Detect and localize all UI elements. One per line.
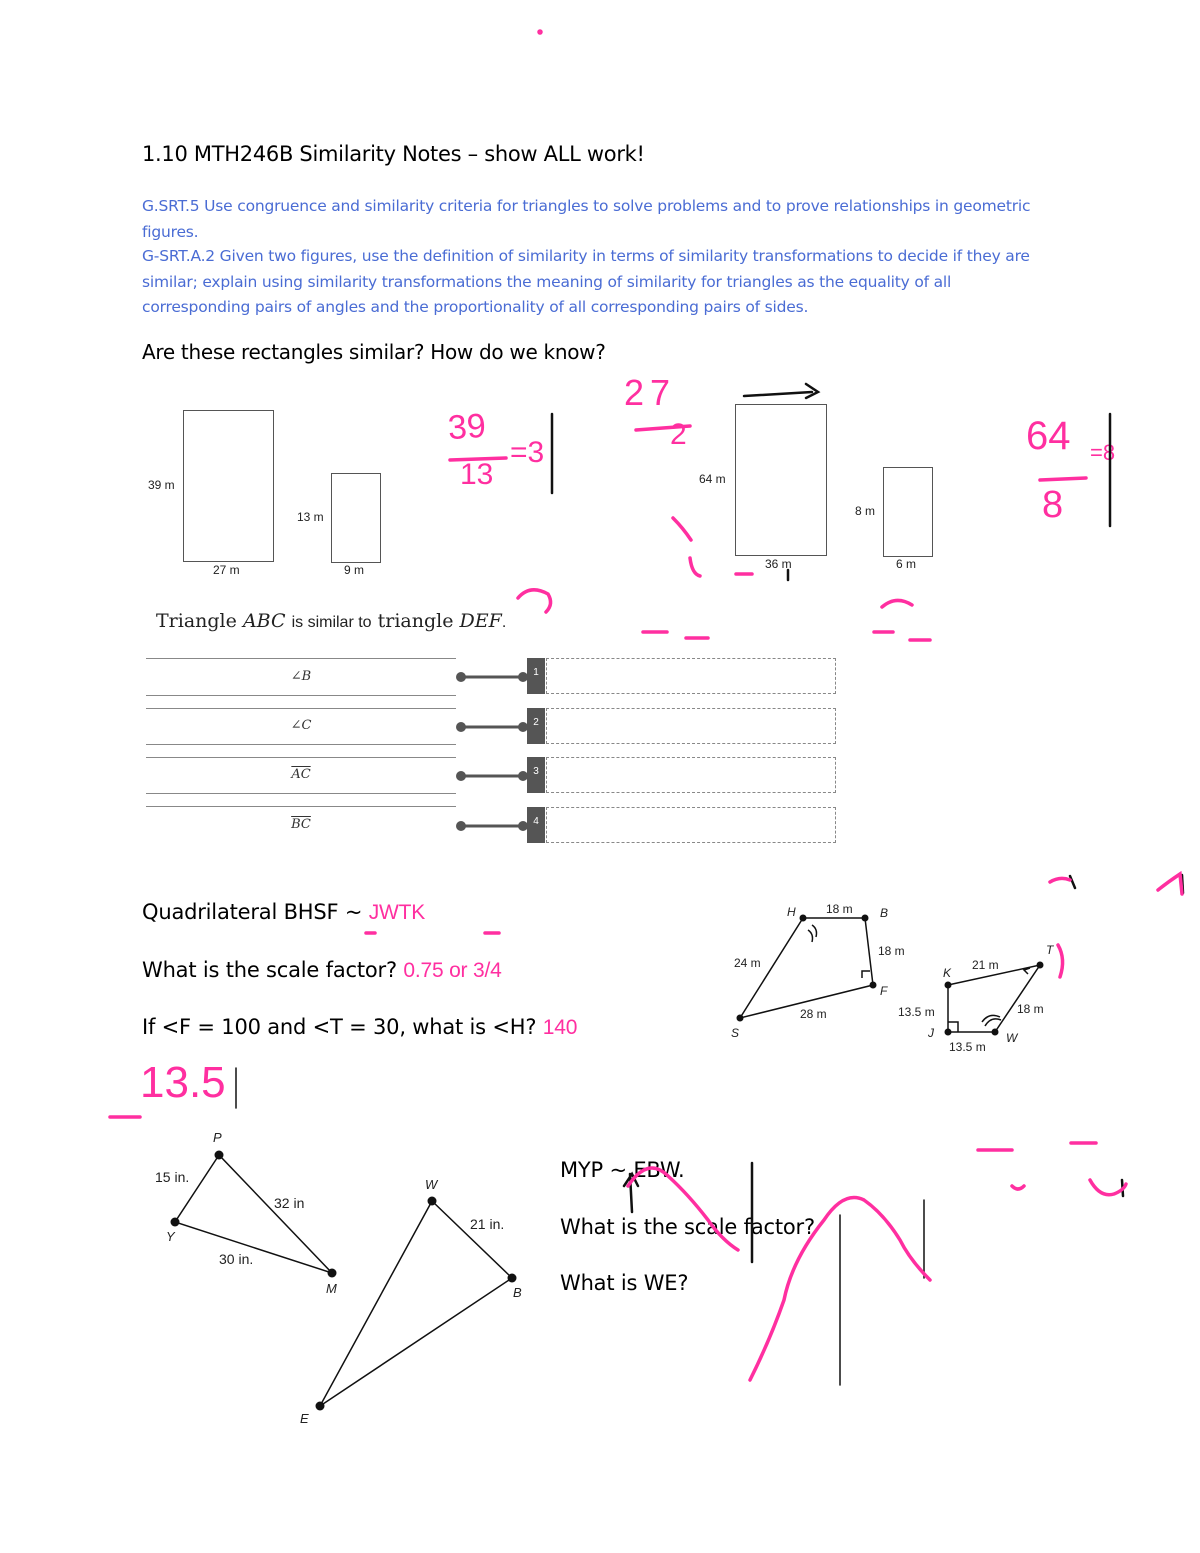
match-number-4[interactable]: 4 — [527, 807, 545, 843]
match-number-3[interactable]: 3 — [527, 757, 545, 793]
ink-2: 2 — [670, 418, 687, 451]
quadrilateral-jwtk — [948, 965, 1040, 1032]
ink-8: 8 — [1042, 484, 1064, 526]
ink-eq3: =3 — [510, 436, 545, 469]
quad-label-kt: 21 m — [972, 958, 999, 972]
quad-label-t: T — [1046, 943, 1054, 957]
quad-label-hs: 24 m — [734, 956, 761, 970]
statement-word-triangle: Triangle — [156, 610, 237, 632]
quad-label-s: S — [731, 1026, 740, 1040]
quad-label-b: B — [880, 906, 889, 920]
myp-statement: MYP ~ EBW. — [560, 1158, 685, 1182]
quad-angle-answer: 140 — [542, 1016, 578, 1039]
standard-srt-a2: G-SRT.A.2 Given two figures, use the definition of similarity in terms of similarity transformations to decide if they are similar; explain using similarity transformations the meaning of similarity for triangles as the equality of all corresponding pairs of angles and the proportionality of all corresponding pairs of sides. — [142, 247, 1030, 316]
label-13m: 13 m — [297, 510, 324, 524]
ink-pink-marks — [110, 31, 1182, 1380]
quad-label-f: F — [880, 984, 888, 998]
statement-abc: ABC — [242, 610, 286, 632]
label-39m: 39 m — [148, 478, 175, 492]
label-6m: 6 m — [896, 557, 917, 571]
match-label-angle-b: ∠B — [290, 669, 312, 684]
ink-13: 13 — [460, 458, 494, 491]
quad-label-jw: 13.5 m — [949, 1040, 986, 1054]
tri-label-wb: 21 in. — [470, 1216, 505, 1232]
quad-label-sf: 28 m — [800, 1007, 827, 1021]
tri-label-p: P — [213, 1130, 222, 1145]
quad-label-kj: 13.5 m — [898, 1005, 935, 1019]
label-8m: 8 m — [855, 504, 876, 518]
quad-statement-text: Quadrilateral BHSF ~ — [142, 900, 369, 924]
tri-label-ym: 30 in. — [219, 1251, 254, 1267]
myp-we-question: What is WE? — [560, 1271, 689, 1295]
quad-label-k: K — [943, 966, 952, 980]
quad-statement-answer: JWTK — [368, 901, 426, 924]
statement-similar-to: is similar to — [291, 614, 372, 631]
ink-eq8: =8 — [1090, 440, 1116, 465]
tri-label-e: E — [300, 1411, 309, 1426]
quad-angle-text: If <F = 100 and <T = 30, what is <H? — [142, 1015, 543, 1039]
tri-label-m: M — [326, 1281, 337, 1296]
ink-39: 39 — [446, 406, 488, 448]
match-connectors — [458, 674, 527, 830]
tri-label-pm: 32 in — [274, 1195, 305, 1211]
match-label-side-bc: $\overline{BC}$ — [291, 817, 311, 832]
tri-label-y: Y — [166, 1229, 175, 1244]
label-64m: 64 m — [699, 472, 726, 486]
label-36m: 36 m — [765, 557, 792, 571]
statement-word-triangle-2: triangle — [377, 610, 454, 632]
match-label-angle-c: ∠C — [290, 718, 312, 733]
match-label-side-ac: $\overline{AC}$ — [291, 767, 311, 782]
statement-def: DEF — [459, 610, 502, 632]
quadrilateral-bhsf — [740, 918, 873, 1018]
quad-label-hb: 18 m — [826, 902, 853, 916]
label-9m: 9 m — [344, 563, 365, 577]
ink-13-5: 13.5 — [140, 1058, 226, 1107]
standard-srt5: G.SRT.5 Use congruence and similarity criteria for triangles to solve problems and to prove relationships in geometric figures. — [142, 197, 1031, 241]
match-number-1[interactable]: 1 — [527, 658, 545, 694]
quad-scale-answer: 0.75 or 3/4 — [403, 959, 502, 982]
quad-label-j: J — [928, 1026, 934, 1040]
tri-label-b: B — [513, 1285, 522, 1300]
page-title: 1.10 MTH246B Similarity Notes – show ALL work! — [142, 142, 645, 166]
quad-label-w: W — [1006, 1031, 1018, 1045]
quad-label-tw: 18 m — [1017, 1002, 1044, 1016]
quad-label-bf: 18 m — [878, 944, 905, 958]
ink-64: 64 — [1026, 414, 1071, 458]
match-number-2[interactable]: 2 — [527, 708, 545, 744]
triangle-myp — [175, 1155, 332, 1273]
tri-label-w: W — [425, 1177, 438, 1192]
statement-period: . — [501, 614, 507, 631]
quad-scale-text: What is the scale factor? — [142, 958, 404, 982]
label-27m: 27 m — [213, 563, 240, 577]
question-rectangles: Are these rectangles similar? How do we know? — [142, 340, 606, 364]
ink-black-marks — [236, 384, 1183, 1385]
quad-label-h: H — [787, 905, 796, 919]
tri-label-py: 15 in. — [155, 1169, 190, 1185]
ink-27: 27 — [624, 372, 677, 413]
triangle-ebw — [320, 1201, 512, 1406]
myp-scale-question: What is the scale factor? — [560, 1215, 815, 1239]
